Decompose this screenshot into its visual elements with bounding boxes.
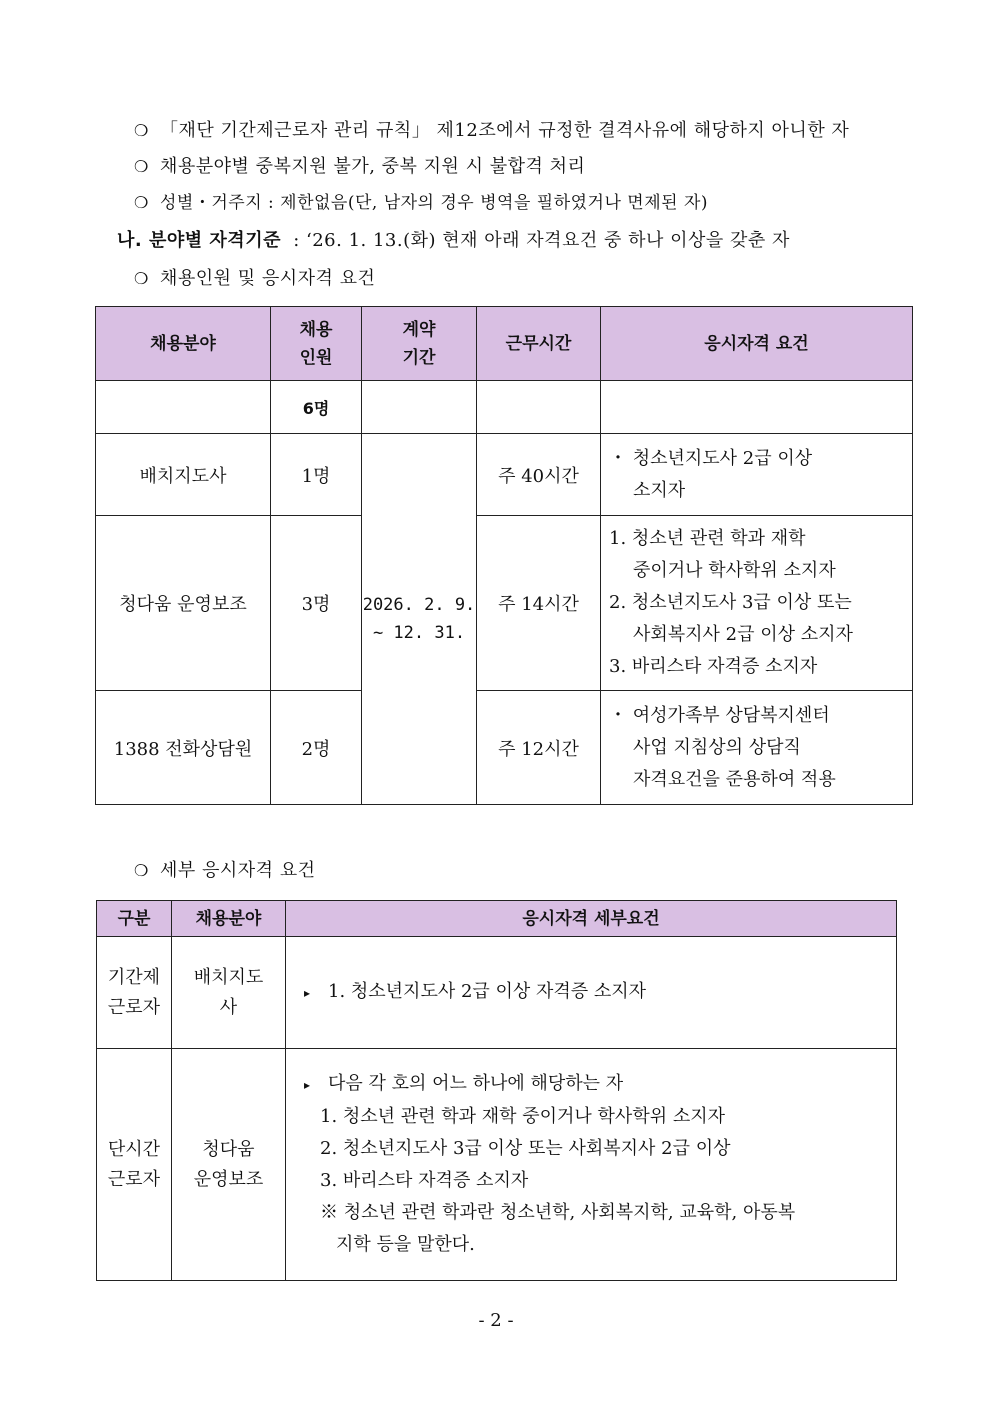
row-requirements: ・ 청소년지도사 2급 이상 소지자 [601, 434, 913, 516]
row-count: 2명 [271, 691, 362, 805]
sub-heading-2 [134, 856, 316, 882]
header-field: 채용분야 [96, 307, 271, 381]
table-row [96, 691, 913, 805]
row-type: 단시간 근로자 [97, 1049, 172, 1281]
table-row [96, 516, 913, 691]
row-hours: 주 40시간 [477, 434, 601, 516]
section-na [117, 226, 790, 252]
circle-bullet-icon: ❍ [134, 121, 149, 140]
total-count: 6명 [271, 381, 362, 434]
row-requirements: 1. 청소년 관련 학과 재학 중이거나 학사학위 소지자 2. 청소년지도사 3급 이상 또는 사회복지사 2급 이상 소지자 3. 바리스타 자격증 소지자 [601, 516, 913, 691]
circle-bullet-icon: ❍ [134, 269, 149, 288]
triangle-bullet-icon: ▸ [304, 986, 311, 1000]
bullet-text: 성별・거주지 : 제한없음(단, 남자의 경우 병역을 필하였거나 면제된 자) [160, 193, 709, 213]
table-header-row [96, 307, 913, 381]
table-row [96, 434, 913, 516]
total-period [362, 381, 477, 434]
total-hours [477, 381, 601, 434]
header-period: 계약 기간 [362, 307, 477, 381]
sub-heading-1 [134, 264, 375, 290]
header-detail: 응시자격 세부요건 [286, 901, 897, 937]
row-hours: 주 14시간 [477, 516, 601, 691]
note-text: ※ 청소년 관련 학과란 청소년학, 사회복지학, 교육학, 아동복 [320, 1202, 796, 1223]
page-number: - 2 - [478, 1310, 514, 1331]
total-row [96, 381, 913, 434]
table-row [97, 1049, 897, 1281]
staffing-table [95, 306, 913, 805]
header-hours: 근무시간 [477, 307, 601, 381]
row-field: 1388 전화상담원 [96, 691, 271, 805]
bullet-text: 「재단 기간제근로자 관리 규칙」 제12조에서 규정한 결격사유에 해당하지 아니한 자 [160, 120, 850, 141]
total-req [601, 381, 913, 434]
row-detail: ▸ 1. 청소년지도사 2급 이상 자격증 소지자 [286, 937, 897, 1049]
sub-heading-text: 채용인원 및 응시자격 요건 [160, 268, 376, 289]
table-row [97, 937, 897, 1049]
row-field: 배치지도사 [96, 434, 271, 516]
total-field [96, 381, 271, 434]
row-field: 청다움 운영보조 [172, 1049, 286, 1281]
detail-requirements-table [96, 900, 897, 1281]
row-field: 배치지도 사 [172, 937, 286, 1049]
bullet-line-2 [134, 152, 585, 178]
row-count: 1명 [271, 434, 362, 516]
table-header-row [97, 901, 897, 937]
bullet-line-1 [134, 116, 849, 142]
circle-bullet-icon: ❍ [134, 193, 149, 212]
bullet-text: 채용분야별 중복지원 불가, 중복 지원 시 불합격 처리 [160, 156, 586, 177]
row-requirements: ・ 여성가족부 상담복지센터 사업 지침상의 상담직 자격요건을 준용하여 적용 [601, 691, 913, 805]
row-field: 청다움 운영보조 [96, 516, 271, 691]
circle-bullet-icon: ❍ [134, 861, 149, 880]
bullet-line-3 [134, 188, 708, 213]
section-text: : ‘26. 1. 13.(화) 현재 아래 자격요건 중 하나 이상을 갖춘 자 [293, 230, 790, 251]
note-text-cont: 지학 등을 말한다. [336, 1234, 475, 1255]
contract-period: 2026. 2. 9. ~ 12. 31. [362, 434, 477, 805]
header-requirements: 응시자격 요건 [601, 307, 913, 381]
section-label: 나. 분야별 자격기준 [117, 230, 281, 251]
header-field: 채용분야 [172, 901, 286, 937]
header-type: 구분 [97, 901, 172, 937]
row-count: 3명 [271, 516, 362, 691]
header-count: 채용 인원 [271, 307, 362, 381]
triangle-bullet-icon: ▸ [304, 1078, 311, 1092]
row-hours: 주 12시간 [477, 691, 601, 805]
row-detail: ▸ 다음 각 호의 어느 하나에 해당하는 자 1. 청소년 관련 학과 재학 중이거나 학사학위 소지자 2. 청소년지도사 3급 이상 또는 사회복지사 2급 이상 3. 바리스타 자격증 소지자 ※ 청소년 관련 학과란 청소년학, 사회복지학, 교육학, 아동복 지학 등을 말한다. [286, 1049, 897, 1281]
circle-bullet-icon: ❍ [134, 157, 149, 176]
sub-heading-text: 세부 응시자격 요건 [160, 860, 316, 881]
row-type: 기간제 근로자 [97, 937, 172, 1049]
